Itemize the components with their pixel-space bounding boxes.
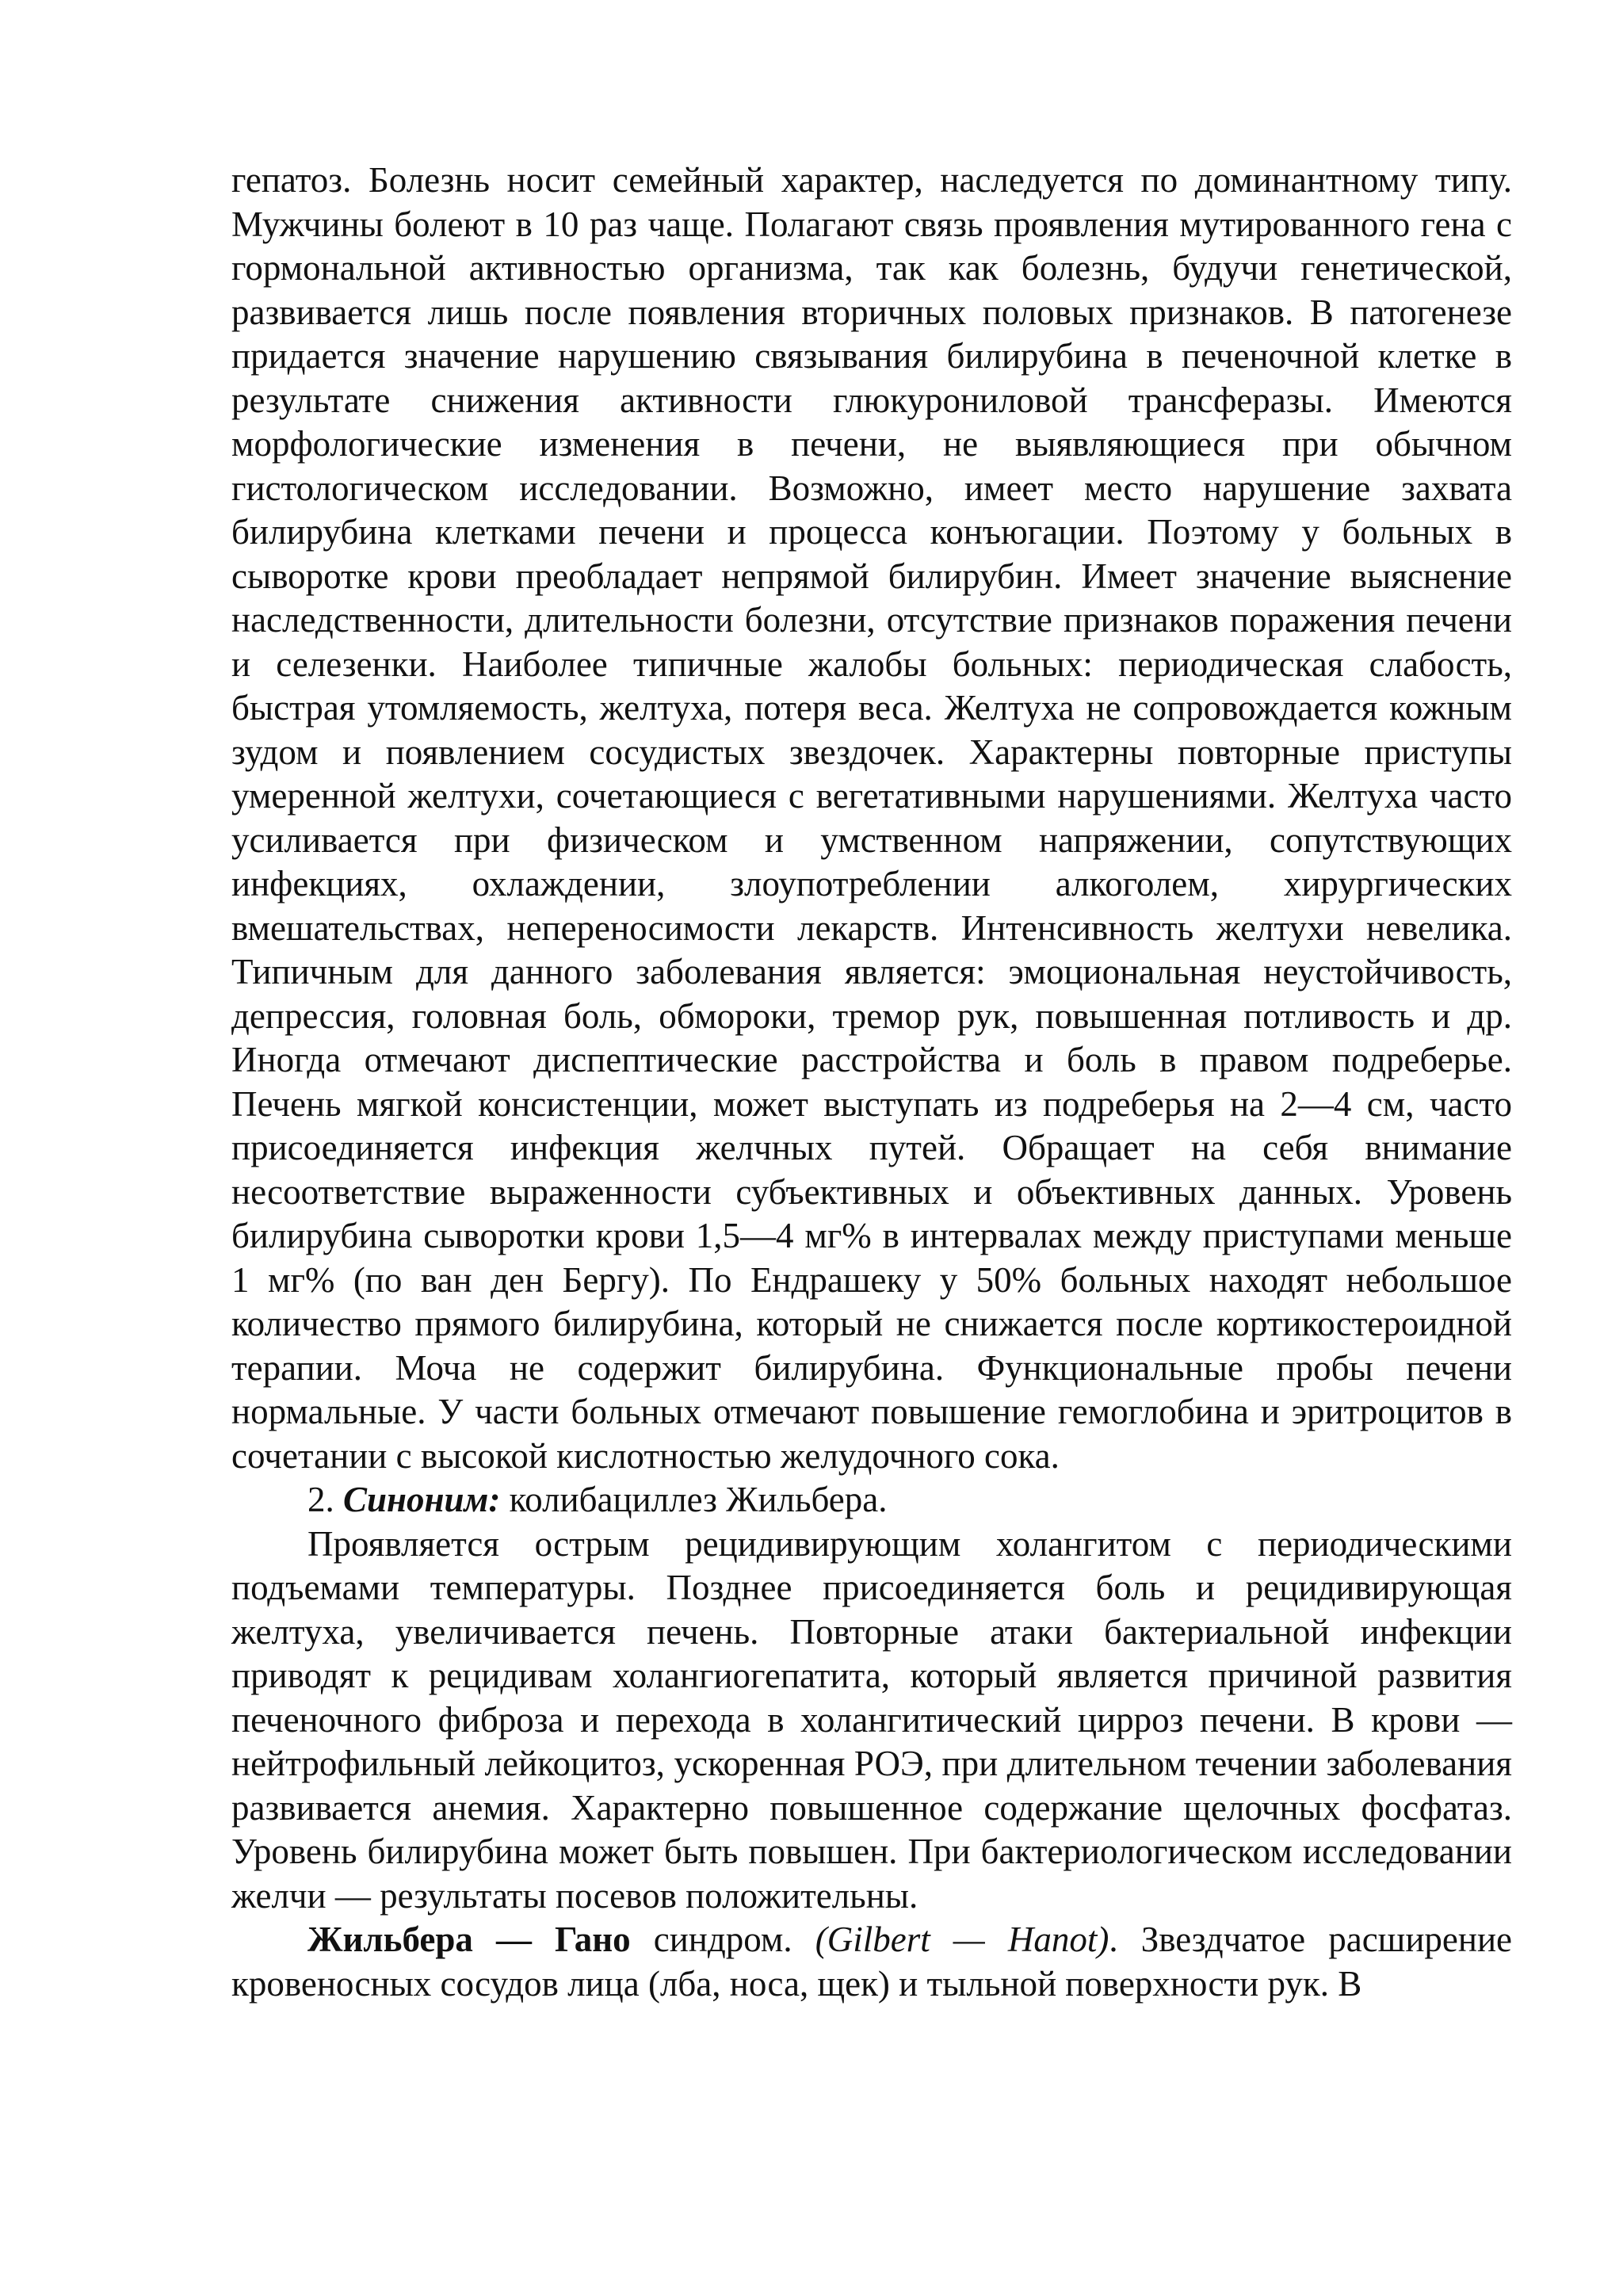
syndrome-term: Жильбера — Гано (307, 1920, 631, 1959)
synonym-text: колибациллез Жильбера. (509, 1480, 888, 1519)
syndrome-latin-name: (Gilbert — Hanot) (815, 1920, 1109, 1959)
paragraph-gilbert-description: гепатоз. Болезнь носит семейный характер, наследуется по доминантному типу. Мужчины болеют в 10 раз чаще. Полагают связь проявления мутированного гена с гормональной активностью организма, так как болезнь, будучи генетической, развивается лишь после появления вторичных половых признаков. В патогенезе придается значение нарушению связывания билирубина в печеночной клетке в результате снижения активности глюкурониловой трансферазы. Имеются морфологические изменения в печени, не выявляющиеся при обычном гистологическом исследовании. Возможно, имеет место нарушение захвата билирубина клетками печени и процесса конъюгации. Поэтому у больных в сыворотке крови преобладает непрямой билирубин. Имеет значение выяснение наследственности, длительности болезни, отсутствие признаков поражения печени и селезенки. Наиболее типичные жалобы больных: периодическая слабость, быстрая утомляемость, желтуха, потеря веса. Желтуха не сопровождается кожным зудом и появлением сосудистых звездочек. Характерны повторные приступы умеренной желтухи, сочетающиеся с вегетативными нарушениями. Желтуха часто усиливается при физическом и умственном напряжении, сопутствующих инфекциях, охлаждении, злоупотреблении алкоголем, хирургических вмешательствах, непереносимости лекарств. Интенсивность желтухи невелика. Типичным для данного заболевания является: эмоциональная неустойчивость, депрессия, головная боль, обмороки, тремор рук, повышенная потливость и др. Иногда отмечают диспептические расстройства и боль в правом подреберье. Печень мягкой консистенции, может выступать из подреберья на 2—4 см, часто присоединяется инфекция желчных путей. Обращает на себя внимание несоответствие выраженности субъективных и объективных данных. Уровень билирубина сыворотки крови 1,5—4 мг% в интервалах между приступами меньше 1 мг% (по ван ден Бергу). По Ендрашеку у 50% больных находят небольшое количество прямого билирубина, который не снижается после кортикостероидной терапии. Моча не содержит билирубина. Функциональные пробы печени нормальные. У части больных отмечают повышение гемоглобина и эритроцитов в сочетании с высокой кислотностью желудочного сока. (231, 160, 1512, 1476)
syndrome-word: синдром. (653, 1920, 792, 1959)
syndrome-text: . Звездчатое расширение кровеносных сосудов лица (лба, носа, щек) и тыльной поверхности рук. В (231, 1920, 1513, 2004)
list-number: 2. (307, 1480, 334, 1519)
paragraph-synonym (231, 1478, 1512, 1522)
synonym-label: Синоним: (343, 1480, 501, 1519)
paragraph-cholangitis: Проявляется острым рецидивирующим холангитом с периодическими подъемами температуры. Позднее присоединяется боль и рецидивирующая желтуха, увеличивается печень. Повторные атаки бактериальной инфекции приводят к рецидивам холангиогепатита, который является причиной развития печеночного фиброза и перехода в холангитический цирроз печени. В крови — нейтрофильный лейкоцитоз, ускоренная РОЭ, при длительном течении заболевания развивается анемия. Характерно повышенное содержание щелочных фосфатаз. Уровень билирубина может быть повышен. При бактериологическом исследовании желчи — результаты посевов положительны. (231, 1523, 1512, 1916)
document-page (231, 159, 1512, 2006)
paragraph-gilbert-hanot (231, 1918, 1512, 2006)
